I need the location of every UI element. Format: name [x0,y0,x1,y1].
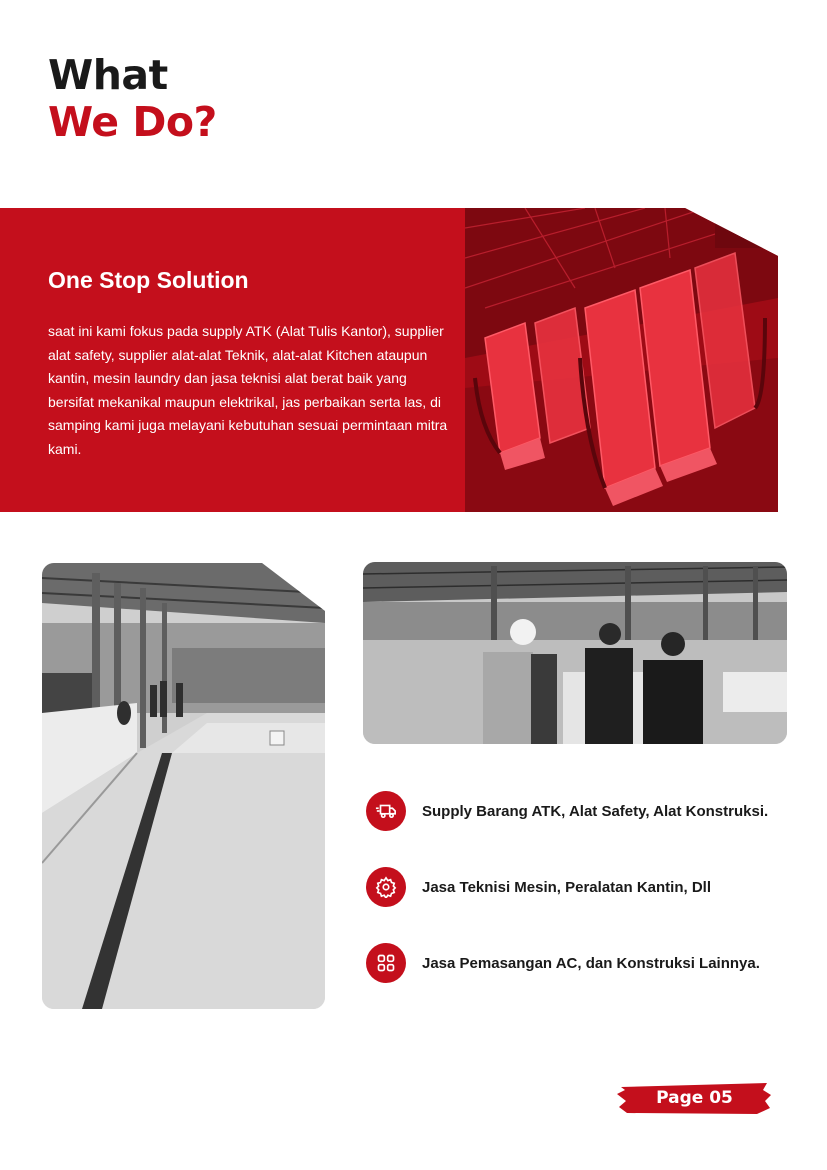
page-number-badge [617,1081,772,1116]
service-label: Supply Barang ATK, Alat Safety, Alat Konstruksi. [422,802,769,820]
heading-line-what: What [48,51,168,99]
service-item-installation [366,943,760,983]
delivery-truck-icon [366,791,406,831]
intro-body: saat ini kami fokus pada supply ATK (Alat Tulis Kantor), supplier alat safety, supplier alat-alat Teknik, alat-alat Kitchen ataupun kantin, mesin laundry dan jasa teknisi alat berat baik yang bersifat mekanikal maupun elektrikal, jas perbaikan serta las, di samping kami juga melayani kebutuhan sesuai permintaan mitra kami. [48,323,448,457]
page-heading [48,52,217,146]
workers-photo [363,562,787,744]
service-label: Jasa Pemasangan AC, dan Konstruksi Lainnya. [422,954,760,972]
intro-title: One Stop Solution [48,267,249,293]
service-label: Jasa Teknisi Mesin, Peralatan Kantin, Dll [422,878,711,896]
grid-icon [366,943,406,983]
page-number: Page 05 [656,1088,733,1108]
site-floor-photo [42,563,325,1009]
service-item-technician [366,867,711,907]
seating-photo [465,208,778,512]
heading-line-we-do: We Do? [48,98,217,146]
gear-icon [366,867,406,907]
service-item-supply [366,791,768,831]
